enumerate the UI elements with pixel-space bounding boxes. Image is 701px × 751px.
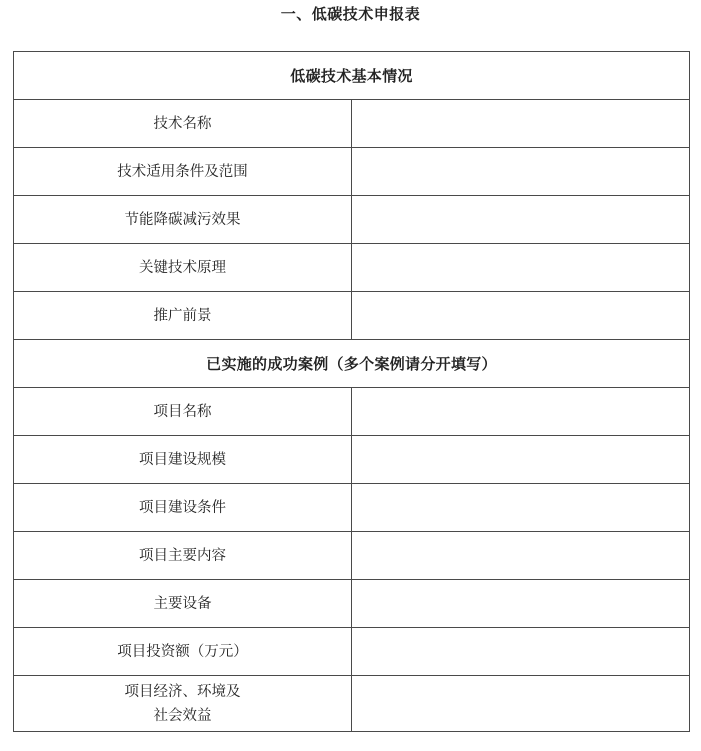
document-title: 一、低碳技术申报表 bbox=[280, 5, 421, 23]
prospects-field[interactable] bbox=[352, 292, 690, 340]
field-label: 项目建设条件 bbox=[14, 484, 352, 532]
form-row-principle bbox=[14, 244, 690, 292]
section-heading-basic-info: 低碳技术基本情况 bbox=[14, 52, 690, 100]
form-row-benefits bbox=[14, 676, 690, 732]
project-scale-field[interactable] bbox=[352, 436, 690, 484]
energy-effect-field[interactable] bbox=[352, 196, 690, 244]
form-row-main-equipment bbox=[14, 580, 690, 628]
form-row-project-scale bbox=[14, 436, 690, 484]
investment-field[interactable] bbox=[352, 628, 690, 676]
project-name-field[interactable] bbox=[352, 388, 690, 436]
form-row-project-name bbox=[14, 388, 690, 436]
field-label: 项目名称 bbox=[14, 388, 352, 436]
field-label: 技术适用条件及范围 bbox=[14, 148, 352, 196]
section-header-row bbox=[14, 52, 690, 100]
field-label: 技术名称 bbox=[14, 100, 352, 148]
field-label bbox=[14, 676, 352, 732]
benefits-field[interactable] bbox=[352, 676, 690, 732]
form-row-conditions-scope bbox=[14, 148, 690, 196]
field-label-line: 社会效益 bbox=[153, 707, 212, 724]
field-label: 关键技术原理 bbox=[14, 244, 352, 292]
project-content-field[interactable] bbox=[352, 532, 690, 580]
field-label: 主要设备 bbox=[14, 580, 352, 628]
project-conditions-field[interactable] bbox=[352, 484, 690, 532]
form-row-investment bbox=[14, 628, 690, 676]
section-heading-success-cases: 已实施的成功案例（多个案例请分开填写） bbox=[14, 340, 690, 388]
field-label: 项目建设规模 bbox=[14, 436, 352, 484]
application-form-table bbox=[13, 51, 690, 732]
section-header-row bbox=[14, 340, 690, 388]
field-label: 节能降碳减污效果 bbox=[14, 196, 352, 244]
form-row-energy-effect bbox=[14, 196, 690, 244]
field-label: 推广前景 bbox=[14, 292, 352, 340]
form-row-project-content bbox=[14, 532, 690, 580]
main-equipment-field[interactable] bbox=[352, 580, 690, 628]
tech-name-field[interactable] bbox=[352, 100, 690, 148]
form-row-prospects bbox=[14, 292, 690, 340]
form-row-tech-name bbox=[14, 100, 690, 148]
field-label-line: 项目经济、环境及 bbox=[124, 683, 241, 700]
conditions-scope-field[interactable] bbox=[352, 148, 690, 196]
principle-field[interactable] bbox=[352, 244, 690, 292]
field-label: 项目主要内容 bbox=[14, 532, 352, 580]
form-row-project-conditions bbox=[14, 484, 690, 532]
field-label: 项目投资额（万元） bbox=[14, 628, 352, 676]
